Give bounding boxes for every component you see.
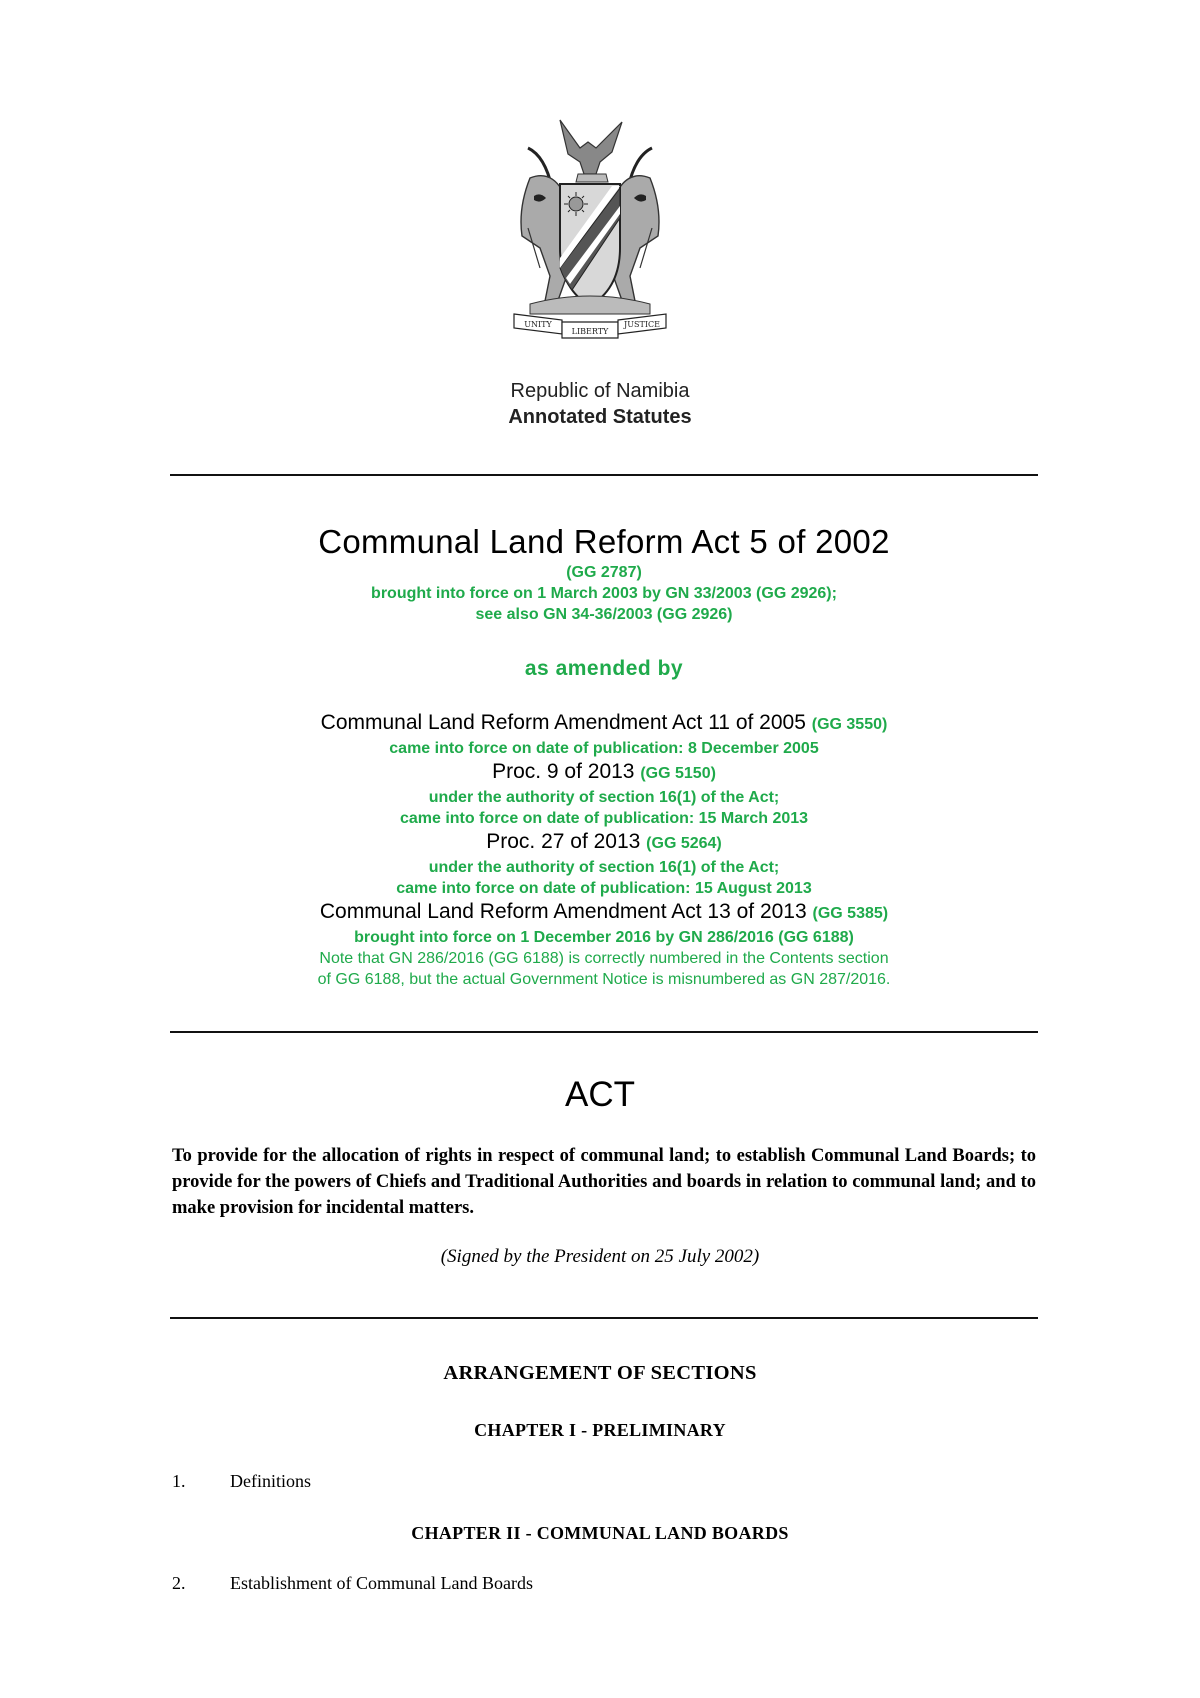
annotated-statutes: Annotated Statutes	[508, 406, 692, 428]
amendment-gg: (GG 5385)	[812, 905, 889, 922]
svg-text:JUSTICE: JUSTICE	[624, 320, 660, 329]
long-title: To provide for the allocation of rights in respect of communal land; to establish Communal Land Boards; to provide for the powers of Chiefs and Traditional Authorities and boards in relation to communal land; and to make provision for incidental matters.	[172, 1146, 1036, 1218]
publisher-block	[0, 378, 1200, 430]
section-number: 2.	[172, 1573, 186, 1593]
signed-date: (Signed by the President on 25 July 2002)	[440, 1246, 760, 1267]
svg-text:UNITY: UNITY	[524, 320, 552, 329]
arrangement-heading: ARRANGEMENT OF SECTIONS	[443, 1362, 757, 1384]
amendment-gg: (GG 5264)	[646, 835, 722, 852]
amendment-title: Proc. 9 of 2013	[492, 760, 635, 783]
divider	[170, 1031, 1038, 1033]
act-title-block	[170, 522, 1038, 625]
amendment-gg: (GG 3550)	[811, 716, 888, 733]
amended-by-label: as amended by	[524, 657, 684, 680]
chapter-heading: CHAPTER I - PRELIMINARY	[474, 1420, 726, 1440]
act-gg: (GG 2787)	[566, 564, 642, 581]
amendment-item	[170, 710, 1038, 759]
amendment-misnumber-note: Note that GN 286/2016 (GG 6188) is correctly numbered in the Contents section	[319, 950, 889, 967]
amendment-misnumber-note: of GG 6188, but the actual Government Notice is misnumbered as GN 287/2016.	[317, 971, 891, 988]
republic-name: Republic of Namibia	[510, 380, 690, 402]
svg-text:LIBERTY: LIBERTY	[571, 327, 609, 336]
amendment-item	[170, 759, 1038, 829]
amendment-title: Communal Land Reform Amendment Act 11 of 2005	[320, 711, 806, 734]
act-see-also: see also GN 34-36/2003 (GG 2926)	[475, 606, 733, 623]
amendment-note-line: under the authority of section 16(1) of the Act;	[428, 789, 780, 806]
section-number: 1.	[172, 1471, 186, 1491]
act-heading: ACT	[565, 1075, 635, 1114]
amendment-title: Communal Land Reform Amendment Act 13 of 2013	[319, 900, 807, 923]
amendment-note-line: came into force on date of publication: 15 August 2013	[396, 880, 812, 897]
amendment-title: Proc. 27 of 2013	[486, 830, 641, 853]
divider	[170, 1317, 1038, 1319]
amendment-note-line: came into force on date of publication: 8 December 2005	[389, 740, 819, 757]
section-title: Definitions	[230, 1471, 311, 1491]
chapter-heading: CHAPTER II - COMMUNAL LAND BOARDS	[411, 1523, 789, 1543]
amendments-list	[170, 710, 1038, 990]
amendment-item	[170, 899, 1038, 990]
amendment-note-line: brought into force on 1 December 2016 by GN 286/2016 (GG 6188)	[354, 929, 854, 946]
act-commencement: brought into force on 1 March 2003 by GN 33/2003 (GG 2926);	[371, 585, 837, 602]
section-title: Establishment of Communal Land Boards	[230, 1573, 533, 1593]
amendment-gg: (GG 5150)	[640, 765, 716, 782]
namibia-coat-of-arms-icon	[500, 118, 680, 343]
act-title: Communal Land Reform Act 5 of 2002	[318, 523, 890, 560]
amendment-note-line: came into force on date of publication: 15 March 2013	[399, 810, 809, 827]
divider	[170, 474, 1038, 476]
amendment-item	[170, 829, 1038, 899]
amendment-note-line: under the authority of section 16(1) of the Act;	[428, 859, 780, 876]
